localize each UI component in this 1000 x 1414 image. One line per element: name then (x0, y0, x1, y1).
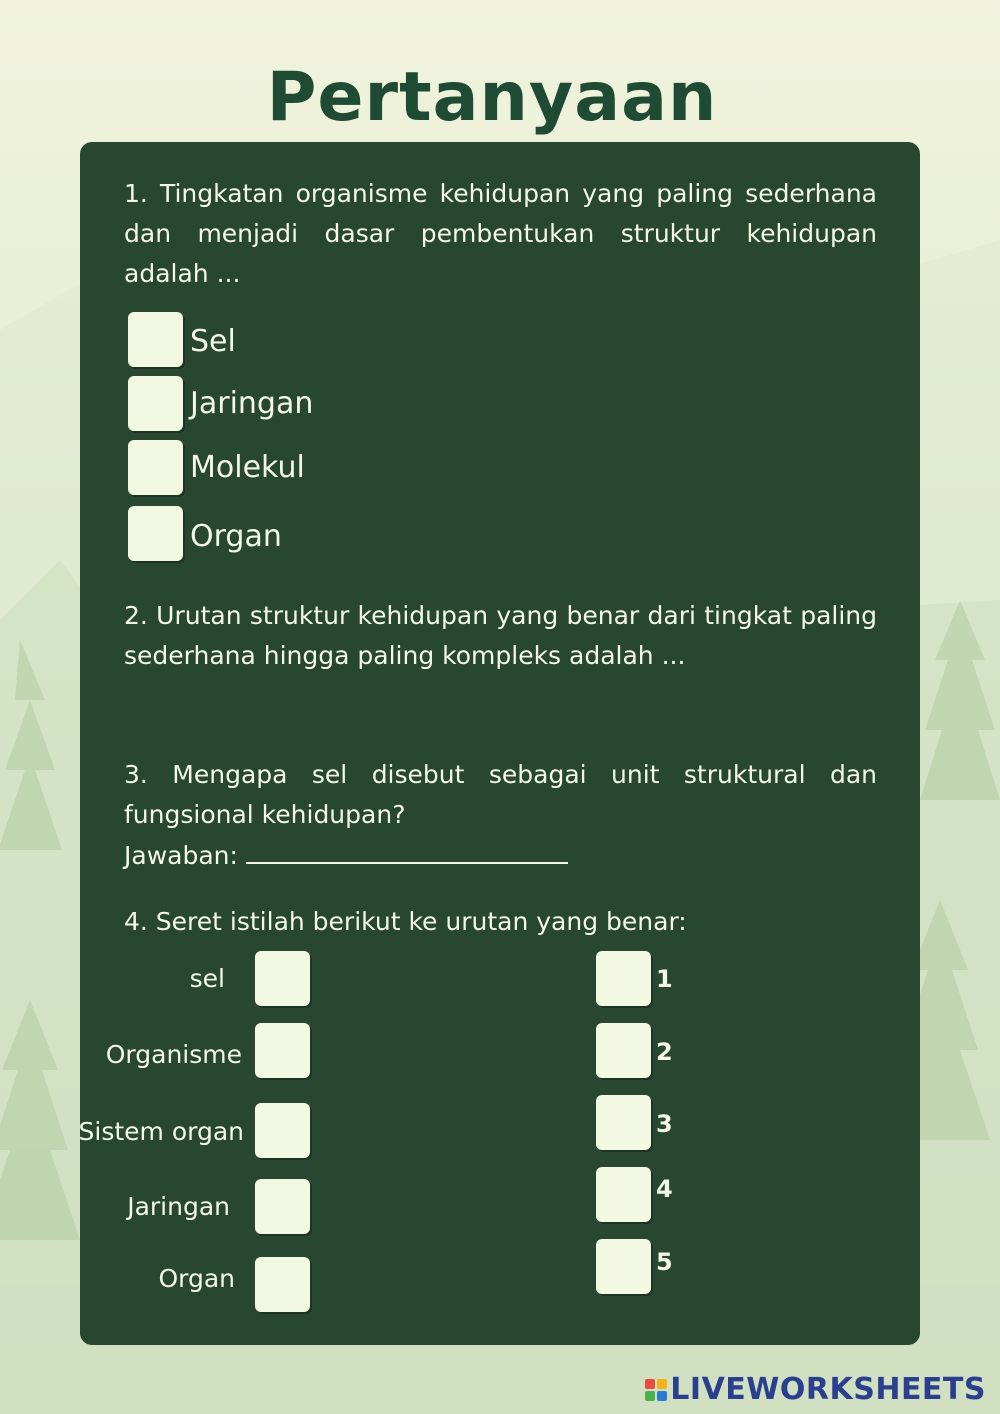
page-title: Pertanyaan (266, 58, 718, 137)
question-1-text: 1. Tingkatan organisme kehidupan yang paling sederhana dan menjadi dasar pembentukan struktur kehidupan adalah ... (124, 179, 877, 288)
q4-term-organ[interactable]: Organ (158, 1264, 235, 1293)
liveworksheets-logo-icon (645, 1379, 667, 1401)
q3-answer-label: Jawaban: (124, 841, 238, 870)
q1-option-checkbox-jaringan[interactable] (128, 376, 183, 431)
q4-term-jaringan[interactable]: Jaringan (127, 1192, 230, 1221)
q4-order-number-3: 3 (656, 1110, 673, 1138)
q4-term-drop-box-5[interactable] (255, 1257, 310, 1312)
q1-option-checkbox-organ[interactable] (128, 506, 183, 561)
brand-name: LIVEWORKSHEETS (670, 1372, 986, 1407)
q4-order-box-3[interactable] (596, 1095, 651, 1150)
q4-term-drop-box-1[interactable] (255, 951, 310, 1006)
q4-order-number-1: 1 (656, 965, 673, 993)
q4-order-box-1[interactable] (596, 951, 651, 1006)
q4-order-number-5: 5 (656, 1248, 673, 1276)
question-4-text: 4. Seret istilah berikut ke urutan yang benar: (124, 907, 687, 936)
q1-option-checkbox-molekul[interactable] (128, 440, 183, 495)
q4-order-box-5[interactable] (596, 1239, 651, 1294)
q4-order-box-4[interactable] (596, 1167, 651, 1222)
q4-term-drop-box-2[interactable] (255, 1023, 310, 1078)
q1-option-checkbox-sel[interactable] (128, 312, 183, 367)
q4-order-box-2[interactable] (596, 1023, 651, 1078)
q1-option-label-molekul: Molekul (190, 450, 305, 485)
question-2-text: 2. Urutan struktur kehidupan yang benar dari tingkat paling sederhana hingga paling kompleks adalah ... (124, 601, 877, 670)
question-card (80, 142, 920, 1345)
q4-order-number-4: 4 (656, 1175, 673, 1203)
q4-term-sistem-organ[interactable]: Sistem organ (78, 1117, 244, 1146)
question-3-text: 3. Mengapa sel disebut sebagai unit struktural dan fungsional kehidupan? (124, 760, 877, 829)
q4-term-drop-box-3[interactable] (255, 1103, 310, 1158)
q4-term-organisme[interactable]: Organisme (105, 1040, 242, 1069)
liveworksheets-brand[interactable] (645, 1372, 986, 1407)
q4-term-drop-box-4[interactable] (255, 1179, 310, 1234)
q3-answer-row (124, 836, 568, 876)
q1-option-label-jaringan: Jaringan (190, 386, 314, 421)
q4-term-sel[interactable]: sel (189, 964, 225, 993)
q1-option-label-organ: Organ (190, 519, 282, 554)
q1-option-label-sel: Sel (190, 324, 236, 359)
q4-order-number-2: 2 (656, 1038, 673, 1066)
q3-answer-input[interactable] (246, 838, 568, 864)
